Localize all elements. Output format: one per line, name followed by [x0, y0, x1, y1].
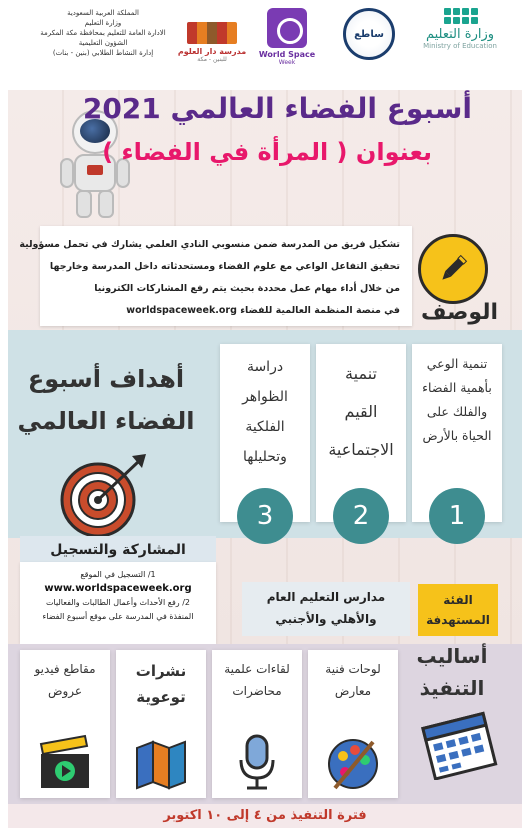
admin-header-text	[28, 8, 178, 58]
method-line: معارض	[334, 684, 372, 698]
description-line: تحقيق التفاعل الواعي مع علوم الفضاء ومستحدثاته داخل المدرسة وخارجها	[49, 261, 400, 272]
moe-name-ar: وزارة التعليم	[425, 27, 495, 42]
books-icon	[187, 22, 237, 44]
goal-line: القيم	[344, 402, 378, 421]
goals-title-line: أهداف أسبوع	[27, 365, 185, 393]
brochure-icon	[131, 732, 191, 792]
club-seal: ساطع	[343, 8, 395, 60]
admin-line: إدارة النشاط الطلابي (بنين - بنات)	[52, 49, 154, 57]
moe-name-en: Ministry of Education	[423, 42, 497, 50]
method-card-lectures	[212, 650, 302, 798]
registration-title: المشاركة والتسجيل	[20, 536, 216, 564]
goal-card-3	[220, 344, 310, 531]
admin-line: وزارة التعليم	[84, 19, 122, 27]
goal-line: دراسة	[246, 359, 284, 375]
goal-line: تنمية الوعي	[426, 356, 488, 371]
goal-number-badge: 1	[429, 488, 485, 544]
goal-line: الحياة بالأرض	[422, 428, 492, 443]
admin-line: الشؤون التعليمية	[78, 39, 128, 47]
registration-box	[20, 562, 216, 644]
audience-label-line: المستهدفة	[426, 613, 490, 627]
goals-title	[16, 358, 196, 442]
method-line: نشرات	[135, 662, 187, 680]
wsw-sub: Week	[278, 59, 296, 66]
school-name: مدرسة دار العلوم	[177, 47, 247, 56]
calendar-icon	[420, 710, 500, 780]
method-card-brochures	[116, 650, 206, 798]
description-label: الوصف	[420, 300, 498, 325]
method-line: توعوية	[136, 688, 186, 706]
goal-number-badge: 3	[237, 488, 293, 544]
execution-period: فترة التنفيذ من ٤ إلى ١٠ اكتوبر	[8, 804, 522, 828]
school-sub: للبنين - مكة	[197, 56, 227, 63]
palette-icon	[323, 732, 383, 792]
goal-line: بأهمية الفضاء	[422, 380, 492, 395]
description-line: من خلال أداء مهام عمل محددة بحيث يتم رفع المشاركات الكترونيا	[94, 283, 400, 294]
target-icon	[58, 450, 148, 540]
wsw-name: World Space	[258, 50, 316, 59]
goals-title-line: الفضاء العالمي	[17, 407, 195, 435]
admin-line: المملكة العربية السعودية	[67, 9, 139, 17]
clapperboard-icon	[35, 732, 95, 792]
school-logo	[177, 22, 247, 63]
admin-line: الادارة العامة للتعليم بمحافظة مكة المكرمة	[40, 29, 166, 37]
goal-line: والفلك على	[426, 404, 488, 419]
goal-card-2	[316, 344, 406, 531]
method-line: مقاطع فيديو	[34, 662, 96, 676]
audience-label-line: الفئة	[443, 593, 473, 607]
microphone-icon	[227, 732, 287, 792]
method-line: لوحات فنية	[325, 662, 381, 676]
target-audience-label	[418, 584, 498, 636]
method-card-videos	[20, 650, 110, 798]
method-card-art	[308, 650, 398, 798]
science-club-logo	[334, 8, 404, 60]
methods-title-line: التنفيذ	[419, 676, 485, 700]
goal-line: الاجتماعية	[328, 440, 394, 459]
methods-title-line: أساليب	[416, 644, 488, 668]
description-line: في منصة المنظمة العالمية للفضاء worldspaceweek.org	[126, 305, 400, 316]
wsw-mark	[267, 8, 307, 48]
registration-step: المنفذة في المدرسة على موقع أسبوع الفضاء	[42, 612, 194, 621]
registration-step: 1/ التسجيل في الموقع	[80, 570, 156, 579]
registration-url[interactable]: www.worldspaceweek.org	[44, 583, 192, 594]
goal-line: الظواهر	[242, 389, 288, 405]
world-space-week-logo	[252, 8, 322, 66]
header	[8, 0, 522, 90]
method-line: محاضرات	[232, 684, 282, 698]
moe-logo	[410, 8, 510, 50]
audience-line: والأهلي والأجنبي	[275, 612, 377, 626]
pencil-icon	[418, 234, 488, 304]
method-line: لقاءات علمية	[224, 662, 290, 676]
registration-step: 2/ رفع الأحداث وأعمال الطالبات والفعاليات	[45, 598, 191, 607]
description-box	[19, 226, 412, 326]
goal-line: الفلكية	[245, 419, 285, 435]
goal-card-1	[412, 344, 502, 531]
methods-title	[402, 640, 502, 704]
description-line: تشكيل فريق من المدرسة ضمن منسوبي النادي العلمي يشارك في تحمل مسؤولية	[19, 239, 400, 250]
method-line: عروض	[47, 684, 83, 698]
page-subtitle: بعنوان ( المرأة في الفضاء )	[102, 138, 432, 166]
moe-logo-mark	[442, 8, 478, 24]
goal-number-badge: 2	[333, 488, 389, 544]
target-audience-box	[242, 582, 410, 636]
goal-line: وتحليلها	[243, 449, 287, 465]
audience-line: مدارس التعليم العام	[266, 590, 386, 604]
page-title: أسبوع الفضاء العالمي 2021	[82, 92, 472, 125]
poster	[8, 0, 522, 828]
goal-line: تنمية	[345, 364, 377, 383]
